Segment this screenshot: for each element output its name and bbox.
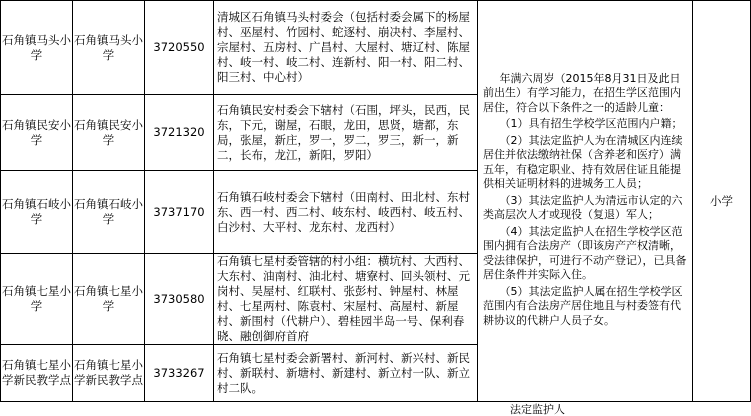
scope-cell bbox=[213, 344, 478, 402]
condition-item: （2）其法定监护人为在清城区内连续居住并依法缴纳社保（含养老和医疗）满五年，有稳定职业、持有效居住证且能提供相关证明材料的进城务工人员； bbox=[483, 133, 683, 191]
school-name: 石角镇马头小学 bbox=[2, 32, 71, 62]
school-name-cell bbox=[0, 170, 73, 254]
school-name: 石角镇民安小学 bbox=[2, 117, 71, 147]
school-name: 石角镇七星小学 bbox=[2, 284, 71, 313]
scope-text: 石角镇石岐村委会下辖村（田南村、田北村、东村东、西一村、西二村、岐东村、岐西村、岐五村、白沙村、大平村、龙东村、龙西村） bbox=[217, 189, 470, 234]
school-name-cell bbox=[72, 0, 145, 95]
school-code: 3730580 bbox=[153, 291, 205, 306]
enrollment-conditions-cell bbox=[477, 0, 693, 402]
scope-cell bbox=[213, 170, 478, 254]
school-stage: 小学 bbox=[710, 193, 733, 208]
school-name: 石角镇马头小学 bbox=[74, 32, 143, 62]
school-code: 3721320 bbox=[153, 125, 205, 139]
scope-cell bbox=[213, 0, 478, 95]
school-stage-cell bbox=[692, 0, 751, 402]
school-name-cell bbox=[72, 94, 145, 171]
school-name: 石角镇七星小学新民教学点 bbox=[2, 358, 71, 387]
scope-cell bbox=[213, 253, 478, 345]
school-code-cell bbox=[144, 94, 214, 171]
condition-item: （3）其法定监护人为清远市认定的六类高层次人才或现役（复退）军人； bbox=[483, 193, 683, 222]
scope-text: 石角镇民安村委会下辖村（石围，坪头，民西，民东，下元，谢屋，石眼，龙田，思贤，塘都，东局，张屋，新庄，罗一，罗二，罗三，新一，新二，长布，龙江，新阳，罗阳） bbox=[217, 102, 470, 162]
scope-text: 石角镇七星村委会新署村、新河村、新兴村、新民村、新联村、新塘村、新建村、新立村一队、新立村二队。 bbox=[217, 350, 470, 395]
school-name-cell bbox=[0, 94, 73, 171]
scope-text: 石角镇七星村委管辖的村小组：横坑村、大西村、大东村、油南村、油北村、塘寮村、回头领村、元岗村、吴屋村、红联村、张彭村、钟屋村、林屋村、七星两村、陈袁村、宋屋村、高屋村、新屋村、新围村（代耕户）、碧桂园半岛一号、保利春晓、融创御府首府 bbox=[217, 254, 470, 343]
school-name: 石角镇石岐小学 bbox=[2, 197, 71, 226]
condition-item: （5）其法定监护人属在招生学校学区范围内有合法房产居住地且与村委签有代耕协议的代耕户人员子女。 bbox=[483, 284, 683, 327]
school-name: 石角镇石岐小学 bbox=[74, 197, 143, 226]
cut-off-text bbox=[510, 398, 650, 416]
school-code: 3733267 bbox=[153, 365, 205, 380]
cut-off-fragment: 法定监护人 bbox=[510, 403, 565, 416]
scope-text: 清城区石角镇马头村委会（包括村委会属下的杨屋村、巫屋村、竹园村、蛇逐村、崩决村、李屋村、宗屋村、五房村、广昌村、大屋村、塘辽村、陈屋村、岐一村、岐二村、连新村、阳一村、阳二村、阳三村、中心村） bbox=[217, 10, 470, 84]
school-name-cell bbox=[72, 170, 145, 254]
school-name-cell bbox=[72, 253, 145, 345]
scope-cell bbox=[213, 94, 478, 171]
school-code: 3720550 bbox=[153, 40, 205, 54]
school-code-cell bbox=[144, 0, 214, 95]
school-name-cell bbox=[0, 0, 73, 95]
school-code-cell bbox=[144, 344, 214, 402]
school-code-cell bbox=[144, 170, 214, 254]
school-name-cell bbox=[0, 344, 73, 402]
school-name: 石角镇七星小学 bbox=[74, 284, 143, 313]
school-name-cell bbox=[72, 344, 145, 402]
school-code: 3737170 bbox=[153, 204, 205, 219]
condition-item: （1）具有招生学校学区范围内户籍； bbox=[499, 117, 683, 131]
school-name: 石角镇民安小学 bbox=[74, 117, 143, 147]
school-code-cell bbox=[144, 253, 214, 345]
school-name: 石角镇七星小学新民教学点 bbox=[74, 358, 143, 387]
condition-item: （4）其法定监护人在招生学校学区范围内拥有合法房产（即该房产产权清晰，受法律保护，可进行不动产登记），已具备居住条件并实际入住。 bbox=[483, 224, 687, 282]
school-name-cell bbox=[0, 253, 73, 345]
conditions-intro: 年满六周岁（2015年8月31日及此日前出生）有学习能力，在招生学区范围内居住，符合以下条件之一的适龄儿童： bbox=[483, 71, 681, 114]
